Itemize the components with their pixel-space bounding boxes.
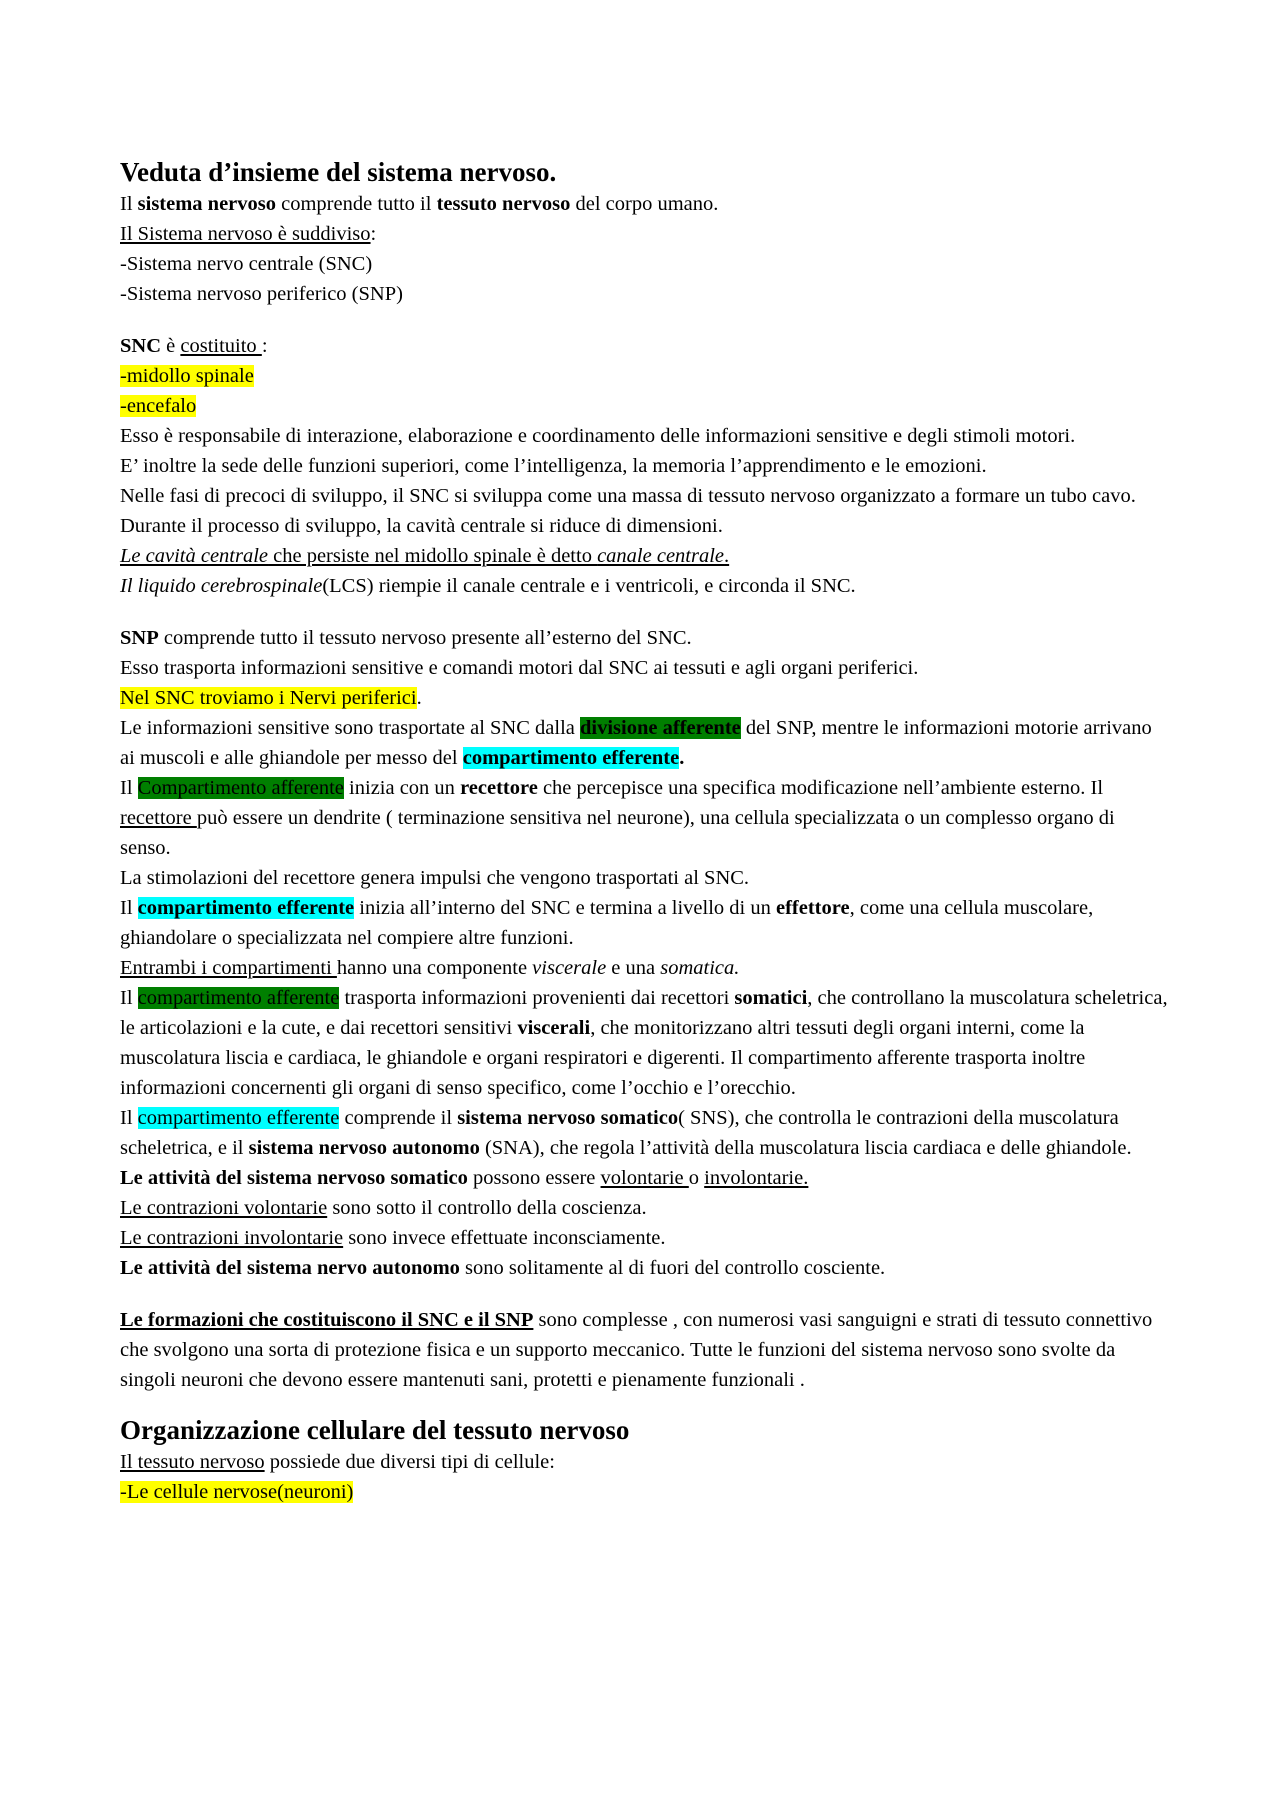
text: che percepisce una specifica modificazione nell’ambiente esterno. Il [537,777,1104,799]
underlined-text: Le contrazioni involontarie [120,1227,344,1249]
text: Il [120,897,138,919]
text: inizia all’interno del SNC e termina a livello di un [354,897,776,919]
text: ( SNS), che controlla le contrazioni della muscolatura scheletrica, e il [120,1107,1119,1159]
bold-term: sistema nervoso [137,193,277,215]
underlined-text: Il tessuto nervoso [120,1451,265,1473]
text: possono essere [467,1167,601,1189]
highlight-green: compartimento afferente [137,987,340,1009]
snp-text [120,983,1170,1103]
text: possiede due diversi tipi di cellule: [264,1451,555,1473]
snp-text [120,1193,1170,1223]
text: e una [606,957,661,979]
text: Il [120,1107,138,1129]
highlight-yellow: -encefalo [120,395,197,417]
bold-term: Le attività del sistema nervo autonomo [120,1257,460,1279]
bold-term: somatici [734,987,808,1009]
underlined-text: involontarie. [704,1167,809,1189]
bold-term: viscerali [517,1017,591,1039]
text: , che controllano la muscolatura scheletrica, le articolazioni e la cute, e dai recettori sensitivi [120,987,1168,1039]
snc-text: Nelle fasi di precoci di sviluppo, il SNC si sviluppa come una massa di tessuto nervoso organizzato a formare un tubo cavo. [120,485,1136,507]
text: sono solitamente al di fuori del controllo cosciente. [459,1257,886,1279]
text: può essere un dendrite ( terminazione sensitiva nel neurone), una cellula specializzata o un complesso organo di senso. [120,807,1115,859]
cell-list-item [120,1477,1170,1507]
bold-term: effettore [776,897,850,919]
paragraph-cell-types [120,1447,1170,1477]
underlined-text: Le contrazioni volontarie [120,1197,328,1219]
snc-list-item [120,361,1170,391]
heading-overview: Veduta d’insieme del sistema nervoso. [120,157,557,187]
text: sono complesse , con numerosi vasi sanguigni e strati di tessuto connettivo che svolgono una sorta di protezione fisica e un supporto meccanico. Tutte le funzioni del sistema nervoso sono svolte da singoli neuroni che devono essere mantenuti sani, protetti e pienamente funzionali . [120,1309,1153,1391]
text: che persiste nel midollo spinale è detto [268,545,598,567]
highlight-yellow: -Le cellule nervose(neuroni) [120,1481,354,1503]
text: . [724,545,730,567]
snp-text: La stimolazioni del recettore genera impulsi che vengono trasportati al SNC. [120,867,750,889]
text: o [688,1167,705,1189]
heading-cellular-organization: Organizzazione cellulare del tessuto nervoso [120,1415,630,1445]
italic-text: Il liquido cerebrospinale [120,575,323,597]
text: (SNA), che regola l’attività della muscolatura liscia cardiaca e delle ghiandole. [479,1137,1132,1159]
text: comprende tutto il tessuto nervoso presente all’esterno del SNC. [158,627,692,649]
text: inizia con un [343,777,461,799]
highlight-green: divisione afferente [580,717,741,739]
snp-text [120,713,1170,773]
snp-text [120,773,1170,863]
snc-text [120,541,1170,571]
text: : [370,223,377,245]
snc-heading-line [120,331,1170,361]
underlined-text: Entrambi i compartimenti [120,957,337,979]
snp-text [120,893,1170,953]
snp-text [120,1163,1170,1193]
paragraph-formazioni [120,1305,1170,1395]
highlight-green: Compartimento afferente [137,777,344,799]
snc-list-item [120,391,1170,421]
bold-term: sistema nervoso somatico [457,1107,679,1129]
text: Il [120,987,138,1009]
text: . [416,687,422,709]
text: sono invece effettuate inconsciamente. [343,1227,666,1249]
italic-text: Le cavità centrale [120,545,269,567]
text: Il [120,777,138,799]
text: : [261,335,268,357]
text: , come una cellula muscolare, ghiandolare o specializzata nel compiere altre funzioni. [120,897,1094,949]
text: Il [120,193,138,215]
bold-term: sistema nervoso autonomo [248,1137,480,1159]
highlight-yellow: -midollo spinale [120,365,254,387]
snp-text [120,1253,1170,1283]
text: del corpo umano. [570,193,719,215]
text: del SNP, mentre le informazioni motorie arrivano ai muscoli e alle ghiandole per messo del [120,717,1152,769]
snc-text: Durante il processo di sviluppo, la cavità centrale si riduce di dimensioni. [120,515,723,537]
text: trasporta informazioni provenienti dai recettori [339,987,735,1009]
text: sono sotto il controllo della coscienza. [327,1197,647,1219]
text: Le informazioni sensitive sono trasportate al SNC dalla [120,717,580,739]
paragraph-intro [120,189,1170,219]
highlight-cyan: compartimento efferente [137,897,355,919]
snp-text [120,683,1170,713]
snp-text: Esso trasporta informazioni sensitive e comandi motori dal SNC ai tessuti e agli organi periferici. [120,657,919,679]
snp-text [120,623,1170,653]
text: comprende il [339,1107,458,1129]
bold-term: recettore [460,777,538,799]
text: , che monitorizzano altri tessuti degli organi interni, come la muscolatura liscia e cardiaca, le ghiandole e organi respiratori e digerenti. Il compartimento afferente trasporta inoltre informazioni concernenti gli organi di senso specifico, come l’occhio e l’orecchio. [120,1017,1086,1099]
snc-text: E’ inoltre la sede delle funzioni superiori, come l’intelligenza, la memoria l’apprendimento e le emozioni. [120,455,987,477]
document-page [120,155,1170,1507]
text: comprende tutto il [276,193,437,215]
underlined-text: volontarie [600,1167,689,1189]
bold-term: SNP [120,627,159,649]
bold-term: Le attività del sistema nervoso somatico [120,1167,468,1189]
bold-term: SNC [120,335,162,357]
highlight-yellow: Nel SNC troviamo i Nervi periferici [120,687,417,709]
italic-text: canale centrale [597,545,725,567]
underlined-text: costituito [180,335,262,357]
highlight-cyan: compartimento efferente [137,1107,340,1129]
bold-term: tessuto nervoso [436,193,571,215]
snc-text: Esso è responsabile di interazione, elaborazione e coordinamento delle informazioni sensitive e degli stimoli motori. [120,425,1076,447]
italic-text: viscerale [532,957,607,979]
snp-text [120,953,1170,983]
highlight-cyan: compartimento efferente [462,747,680,769]
list-item-snc: -Sistema nervo centrale (SNC) [120,253,373,275]
text: è [161,335,181,357]
bold-underlined-text: Le formazioni che costituiscono il SNC e il SNP [120,1309,534,1331]
snp-text [120,1223,1170,1253]
text: (LCS) riempie il canale centrale e i ventricoli, e circonda il SNC. [322,575,856,597]
italic-text: somatica. [660,957,740,979]
list-item-snp: -Sistema nervoso periferico (SNP) [120,283,403,305]
snp-text [120,1103,1170,1163]
underlined-text: Il Sistema nervoso è suddiviso [120,223,371,245]
text: . [679,747,685,769]
underlined-text: recettore [120,807,197,829]
text: hanno una componente [336,957,533,979]
paragraph-division [120,219,1170,249]
snc-text [120,571,1170,601]
